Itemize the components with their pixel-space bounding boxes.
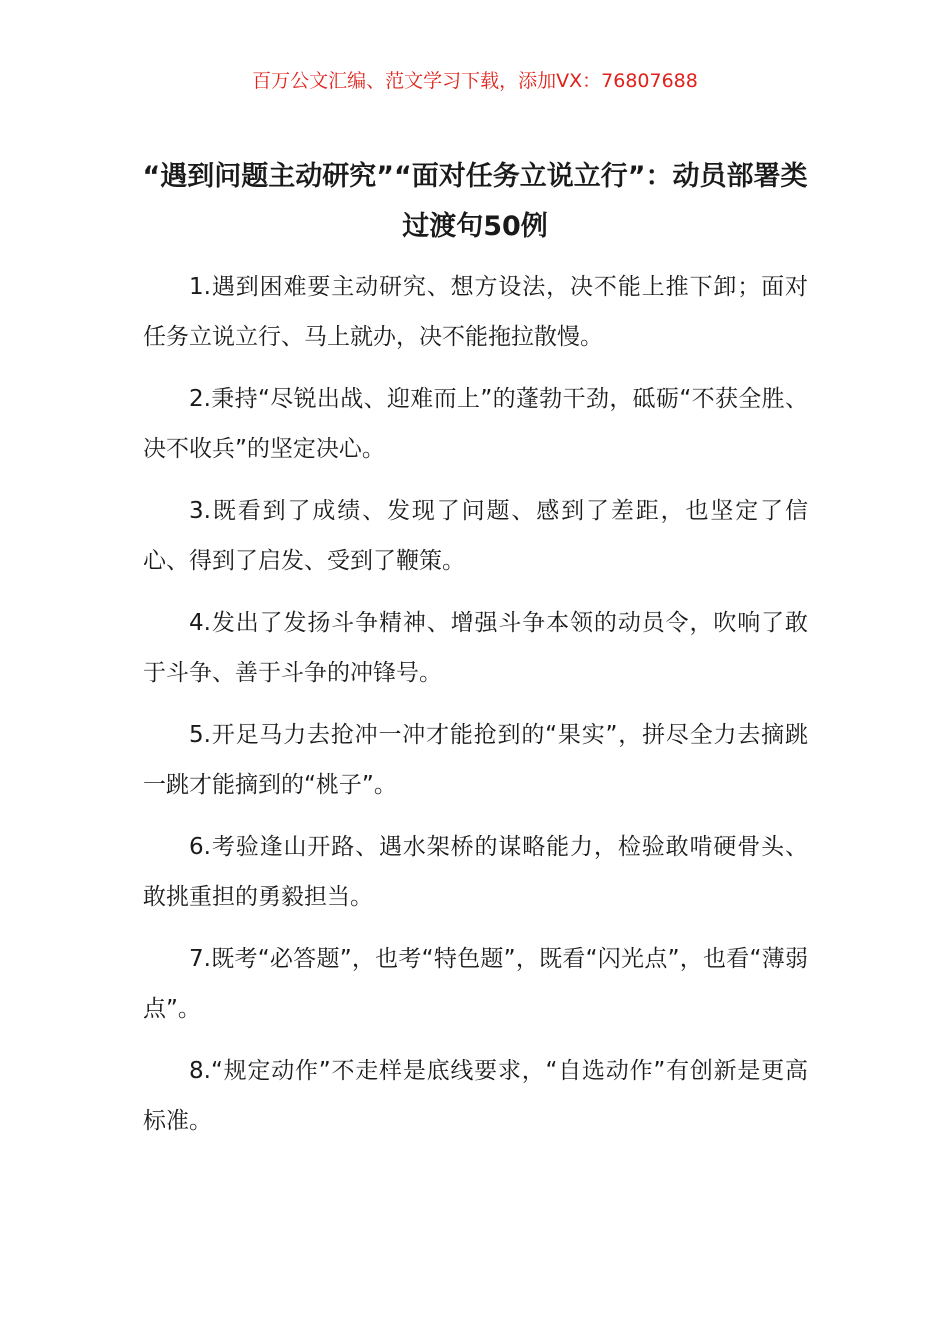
list-item: 5.开足马力去抢冲一冲才能抢到的“果实”，拼尽全力去摘跳一跳才能摘到的“桃子”。	[143, 722, 808, 798]
list-item: 7.既考“必答题”，也考“特色题”，既看“闪光点”，也看“薄弱点”。	[143, 946, 808, 1022]
list-item: 8.“规定动作”不走样是底线要求，“自选动作”有创新是更高标准。	[143, 1058, 808, 1134]
list-item: 6.考验逢山开路、遇水架桥的谋略能力，检验敢啃硬骨头、敢挑重担的勇毅担当。	[143, 834, 808, 910]
list-item: 3.既看到了成绩、发现了问题、感到了差距，也坚定了信心、得到了启发、受到了鞭策。	[143, 498, 808, 574]
header-promo-note: 百万公文汇编、范文学习下载，添加VX：76807688	[252, 70, 698, 92]
document-title: “遇到问题主动研究”“面对任务立说立行”：动员部署类过渡句50例	[142, 161, 808, 242]
list-item: 1.遇到困难要主动研究、想方设法，决不能上推下卸；面对任务立说立行、马上就办，决不能拖拉散慢。	[143, 274, 808, 350]
item-list	[143, 262, 808, 1158]
list-item: 4.发出了发扬斗争精神、增强斗争本领的动员令，吹响了敢于斗争、善于斗争的冲锋号。	[143, 610, 808, 686]
list-item: 2.秉持“尽锐出战、迎难而上”的蓬勃干劲，砥砺“不获全胜、决不收兵”的坚定决心。	[143, 386, 808, 462]
